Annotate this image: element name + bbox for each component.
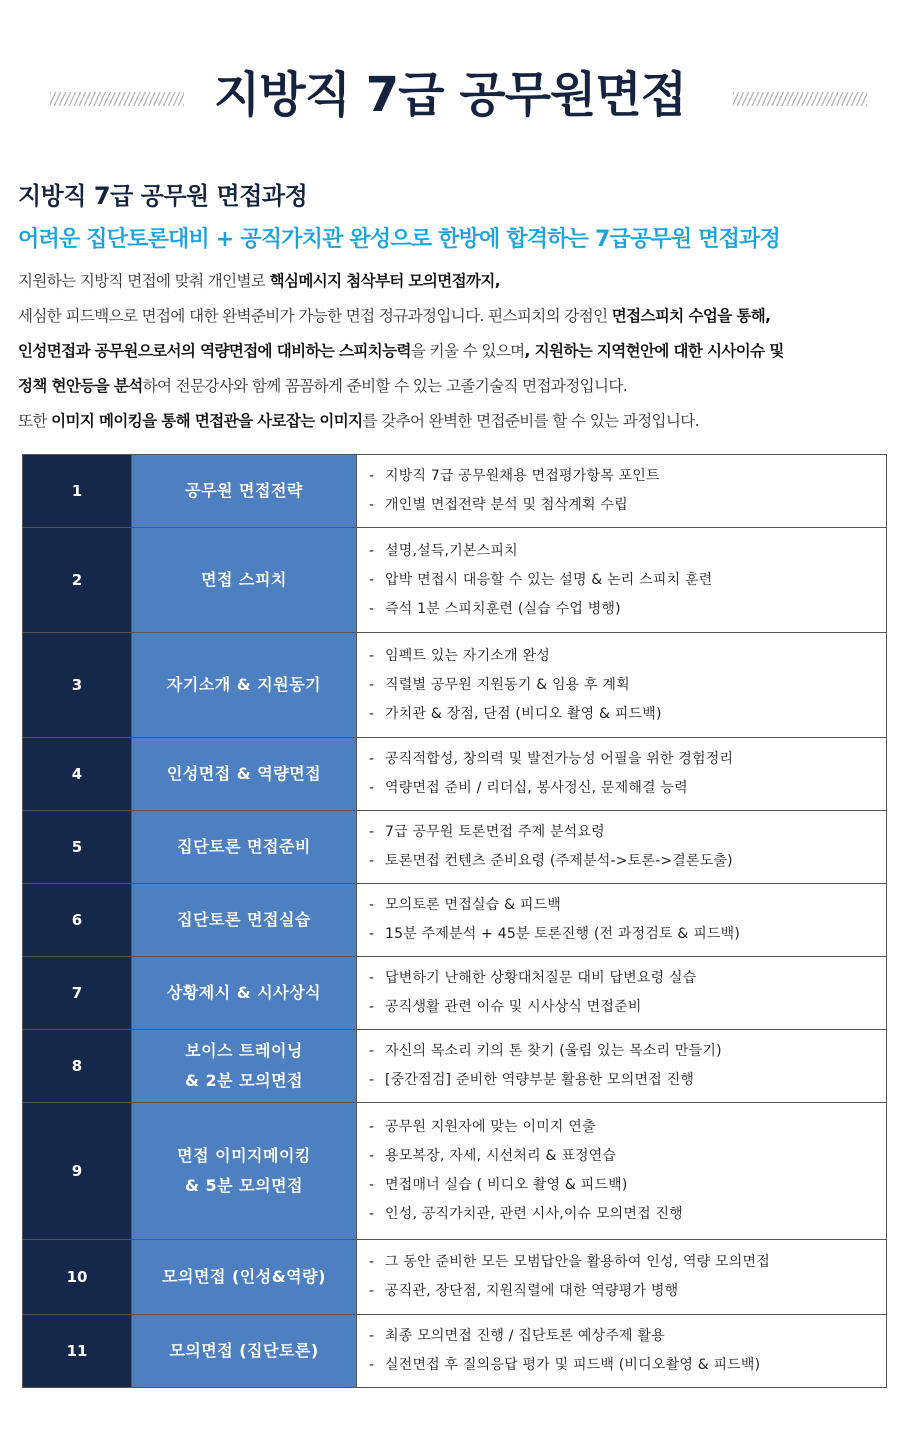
session-title [132, 811, 357, 884]
session-details [357, 633, 887, 738]
course-heading: 지방직 7급 공무원 면접과정 [18, 182, 308, 210]
page-title: 지방직 7급 공무원면접 [213, 67, 687, 123]
description-line [18, 404, 888, 439]
session-detail-item: - 공직적합성, 창의력 및 발전가능성 어필을 위한 경험정리 [369, 745, 886, 774]
session-title-line: 모의면접 (집단토론) [169, 1341, 319, 1360]
session-title [132, 455, 357, 528]
session-number: 6 [23, 884, 132, 957]
curriculum-row [23, 528, 887, 633]
session-number: 11 [23, 1315, 132, 1388]
session-detail-item: - 15분 주제분석 + 45분 토론진행 (전 과정검토 & 피드백) [369, 920, 886, 949]
description-text: 를 갖추어 완벽한 면접준비를 할 수 있는 과정입니다. [362, 412, 699, 430]
session-title-line: & 5분 모의면접 [184, 1176, 303, 1195]
session-detail-item: - 개인별 면접전략 분석 및 첨삭계획 수립 [369, 491, 886, 520]
session-title [132, 1030, 357, 1103]
description-text: 하여 전문강사와 함께 꼼꼼하게 준비할 수 있는 고졸기술직 면접과정입니다. [142, 377, 628, 395]
session-number: 10 [23, 1240, 132, 1315]
session-title [132, 1103, 357, 1240]
session-detail-item: - 인성, 공직가치관, 관련 시사,이슈 모의면접 진행 [369, 1200, 886, 1229]
session-title [132, 1240, 357, 1315]
session-detail-item: - 설명,설득,기본스피치 [369, 537, 886, 566]
session-detail-item: - 가치관 & 장점, 단점 (비디오 촬영 & 피드백) [369, 700, 886, 729]
description-line [18, 299, 888, 334]
session-title [132, 633, 357, 738]
description-text: 을 키울 수 있으며 [410, 342, 525, 360]
curriculum-row [23, 957, 887, 1030]
emphasis-text: , 지원하는 지역현안에 대한 시사이슈 및 [524, 342, 784, 360]
session-detail-item: - 답변하기 난해한 상황대처질문 대비 답변요령 실습 [369, 964, 886, 993]
session-detail-item: - 모의토론 면접실습 & 피드백 [369, 891, 886, 920]
session-detail-item: - 임펙트 있는 자기소개 완성 [369, 642, 886, 671]
emphasis-text: 면접스피치 수업을 통해, [611, 307, 771, 325]
session-detail-item: - 직렬별 공무원 지원동기 & 임용 후 계획 [369, 671, 886, 700]
curriculum-row [23, 455, 887, 528]
course-intro [18, 180, 888, 439]
session-detail-item: - [중간점검] 준비한 역량부분 활용한 모의면접 진행 [369, 1066, 886, 1095]
session-title [132, 1315, 357, 1388]
curriculum-row [23, 811, 887, 884]
curriculum-row [23, 1240, 887, 1315]
description-line [18, 334, 888, 369]
curriculum-row [23, 1315, 887, 1388]
session-title-line: 모의면접 (인성&역량) [162, 1267, 326, 1286]
session-details [357, 957, 887, 1030]
decorative-hatch-right [733, 92, 867, 106]
session-details [357, 1030, 887, 1103]
session-details [357, 1103, 887, 1240]
session-detail-item: - 공직관, 장단점, 지원직렬에 대한 역량평가 병행 [369, 1277, 886, 1306]
curriculum-row [23, 633, 887, 738]
session-number: 8 [23, 1030, 132, 1103]
session-detail-item: - 역량면접 준비 / 리더십, 봉사정신, 문제해결 능력 [369, 774, 886, 803]
session-number: 5 [23, 811, 132, 884]
curriculum-row [23, 884, 887, 957]
session-title-line: 인성면접 & 역량면접 [166, 764, 322, 783]
description-line [18, 369, 888, 404]
description-line [18, 264, 888, 299]
session-title-line: 면접 이미지메이킹 [177, 1146, 311, 1165]
session-title-line: 자기소개 & 지원동기 [166, 675, 322, 694]
session-details [357, 455, 887, 528]
emphasis-text: 이미지 메이킹을 통해 면접관을 사로잡는 이미지 [51, 412, 363, 430]
session-title [132, 884, 357, 957]
session-details [357, 1240, 887, 1315]
curriculum-row [23, 1030, 887, 1103]
session-number: 3 [23, 633, 132, 738]
session-title-line: & 2분 모의면접 [184, 1071, 303, 1090]
session-title-line: 공무원 면접전략 [185, 481, 303, 500]
session-details [357, 884, 887, 957]
session-title-line: 면접 스피치 [201, 570, 287, 589]
session-title-line: 상황제시 & 시사상식 [166, 983, 322, 1002]
emphasis-text: 핵심메시지 첨삭부터 모의면접까지, [269, 272, 501, 290]
session-number: 2 [23, 528, 132, 633]
description-text: 또한 [18, 412, 52, 430]
page-header [0, 60, 900, 130]
description-text: 지원하는 지방직 면접에 맞춰 개인별로 [18, 272, 270, 290]
session-detail-item: - 면접매너 실습 ( 비디오 촬영 & 피드백) [369, 1171, 886, 1200]
course-subheading: 어려운 집단토론대비 + 공직가치관 완성으로 한방에 합격하는 7급공무원 면접과정 [18, 227, 780, 252]
session-detail-item: - 즉석 1분 스피치훈련 (실습 수업 병행) [369, 595, 886, 624]
session-title [132, 738, 357, 811]
session-number: 7 [23, 957, 132, 1030]
course-description [18, 264, 888, 439]
session-title [132, 957, 357, 1030]
description-text: 세심한 피드백으로 면접에 대한 완벽준비가 가능한 면접 정규과정입니다. 핀스피치의 강점인 [18, 307, 612, 325]
session-details [357, 528, 887, 633]
curriculum-row [23, 738, 887, 811]
session-detail-item: - 자신의 목소리 키의 톤 찾기 (울림 있는 목소리 만들기) [369, 1037, 886, 1066]
session-detail-item: - 그 동안 준비한 모든 모범답안을 활용하여 인성, 역량 모의면접 [369, 1248, 886, 1277]
session-detail-item: - 7급 공무원 토론면접 주제 분석요령 [369, 818, 886, 847]
session-detail-item: - 공직생활 관련 이슈 및 시사상식 면접준비 [369, 993, 886, 1022]
session-detail-item: - 지방직 7급 공무원채용 면접평가항목 포인트 [369, 462, 886, 491]
emphasis-text: 인성면접과 공무원으로서의 역량면접에 대비하는 스피치능력 [18, 342, 411, 360]
session-detail-item: - 용모복장, 자세, 시선처리 & 표정연습 [369, 1142, 886, 1171]
session-title-line: 보이스 트레이닝 [185, 1041, 303, 1060]
session-details [357, 1315, 887, 1388]
session-title-line: 집단토론 면접준비 [177, 837, 311, 856]
session-details [357, 738, 887, 811]
curriculum-table [22, 454, 887, 1388]
session-detail-item: - 공무원 지원자에 맞는 이미지 연출 [369, 1113, 886, 1142]
session-number: 9 [23, 1103, 132, 1240]
session-detail-item: - 토론면접 컨텐츠 준비요령 (주제분석->토론->결론도출) [369, 847, 886, 876]
session-detail-item: - 압박 면접시 대응할 수 있는 설명 & 논리 스피치 훈련 [369, 566, 886, 595]
emphasis-text: 정책 현안등을 분석 [18, 377, 143, 395]
curriculum-row [23, 1103, 887, 1240]
session-number: 4 [23, 738, 132, 811]
session-detail-item: - 최종 모의면접 진행 / 집단토론 예상주제 활용 [369, 1322, 886, 1351]
session-detail-item: - 실전면접 후 질의응답 평가 및 피드백 (비디오촬영 & 피드백) [369, 1351, 886, 1380]
session-title [132, 528, 357, 633]
session-details [357, 811, 887, 884]
session-number: 1 [23, 455, 132, 528]
session-title-line: 집단토론 면접실습 [177, 910, 311, 929]
